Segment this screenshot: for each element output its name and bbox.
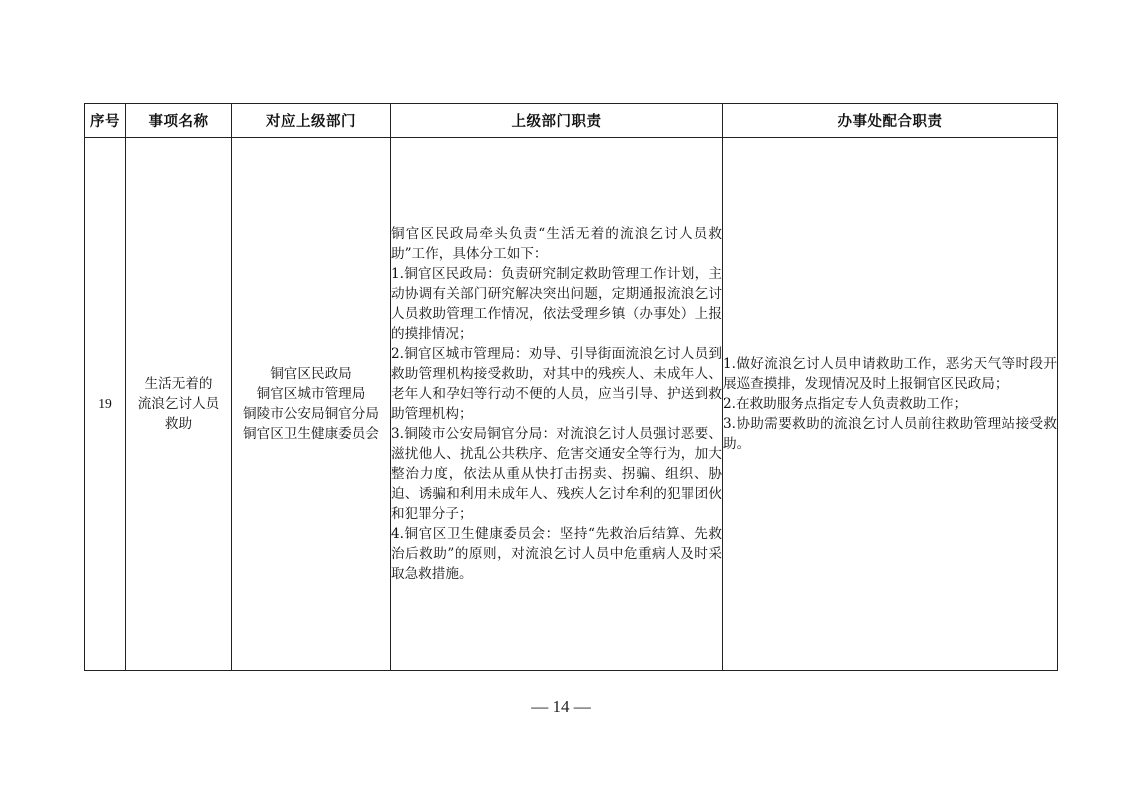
department-name: 铜官区民政局 bbox=[270, 366, 352, 382]
item-name-line: 流浪乞讨人员 bbox=[137, 396, 220, 412]
duty-paragraph: 1.铜官区民政局：负责研究制定救助管理工作计划，主动协调有关部门研究解决突出问题，定期通报流浪乞讨人员救助管理工作情况，依法受理乡镇（办事处）上报的摸排情况； bbox=[391, 266, 722, 342]
duty-paragraph: 4.铜官区卫生健康委员会：坚持“先救治后结算、先救治后救助”的原则，对流浪乞讨人员中危重病人及时采取急救措施。 bbox=[391, 526, 722, 582]
department-name: 铜官区城市管理局 bbox=[256, 386, 366, 402]
upper-duties-cell bbox=[391, 138, 723, 671]
header-upper-duties: 上级部门职责 bbox=[391, 104, 723, 138]
header-no: 序号 bbox=[85, 104, 126, 138]
header-row bbox=[85, 104, 1058, 138]
table-row bbox=[85, 138, 1058, 671]
office-duty-paragraph: 2.在救助服务点指定专人负责救助工作； bbox=[723, 396, 968, 412]
duty-table bbox=[84, 103, 1058, 671]
header-upper-department: 对应上级部门 bbox=[232, 104, 391, 138]
office-duties-cell bbox=[723, 138, 1058, 671]
item-name-line: 生活无着的 bbox=[144, 376, 213, 392]
department-name: 铜陵市公安局铜官分局 bbox=[243, 406, 379, 422]
row-number: 19 bbox=[85, 138, 126, 671]
page-number: — 14 — bbox=[531, 697, 591, 716]
duty-paragraph: 3.铜陵市公安局铜官分局：对流浪乞讨人员强讨恶要、滋扰他人、扰乱公共秩序、危害交通安全等行为，加大整治力度，依法从重从快打击拐卖、拐骗、组织、胁迫、诱骗和利用未成年人、残疾人乞讨牟利的犯罪团伙和犯罪分子； bbox=[391, 426, 722, 522]
duty-paragraph: 铜官区民政局牵头负责“生活无着的流浪乞讨人员救助”工作，具体分工如下： bbox=[391, 226, 722, 262]
office-duty-paragraph: 1.做好流浪乞讨人员申请救助工作，恶劣天气等时段开展巡查摸排，发现情况及时上报铜官区民政局； bbox=[723, 356, 1057, 392]
header-item-name: 事项名称 bbox=[126, 104, 232, 138]
department-name: 铜官区卫生健康委员会 bbox=[243, 426, 379, 442]
duty-paragraph: 2.铜官区城市管理局：劝导、引导街面流浪乞讨人员到救助管理机构接受救助，对其中的残疾人、未成年人、老年人和孕妇等行动不便的人员，应当引导、护送到救助管理机构； bbox=[391, 346, 722, 422]
item-name-cell bbox=[126, 138, 232, 671]
item-name-line: 救助 bbox=[164, 416, 193, 432]
header-office-duties: 办事处配合职责 bbox=[723, 104, 1058, 138]
upper-department-cell bbox=[232, 138, 391, 671]
table-header bbox=[85, 104, 1058, 138]
office-duty-paragraph: 3.协助需要救助的流浪乞讨人员前往救助管理站接受救助。 bbox=[723, 416, 1057, 452]
